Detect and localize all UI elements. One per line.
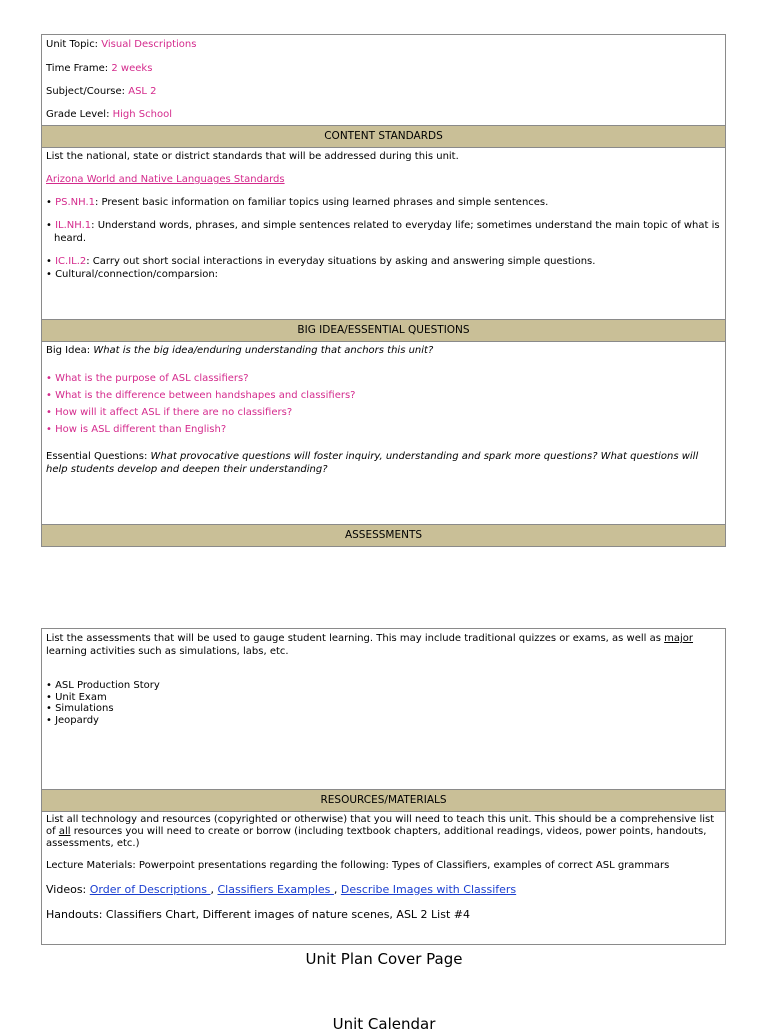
big-idea-section	[42, 342, 725, 524]
grade-level-row: Grade Level: High School	[46, 109, 172, 120]
resources-section	[42, 812, 725, 921]
resources-header: RESOURCES/MATERIALS	[42, 789, 725, 812]
assessment-item: • Jeopardy	[46, 714, 99, 726]
grade-level-value: High School	[112, 109, 172, 120]
content-standards-intro: List the national, state or district standards that will be addressed during this unit.	[46, 151, 459, 162]
question-item: • What is the purpose of ASL classifiers?	[46, 373, 249, 384]
unit-topic-value: Visual Descriptions	[101, 39, 197, 50]
unit-plan-table-top	[41, 34, 726, 547]
question-item: • What is the difference between handshapes and classifiers?	[46, 390, 356, 401]
standard-item: • IL.NH.1: Understand words, phrases, and simple sentences related to everyday life; sometimes understand the main topic of what is heard.	[46, 220, 720, 244]
question-item: • How is ASL different than English?	[46, 424, 227, 435]
subject-row: Subject/Course: ASL 2	[46, 86, 157, 97]
unit-topic-row: Unit Topic: Visual Descriptions	[46, 39, 197, 50]
subject-value: ASL 2	[128, 86, 157, 97]
standards-link[interactable]: Arizona World and Native Languages Standards	[46, 174, 285, 185]
assessment-item: • Simulations	[46, 703, 114, 714]
assessment-item: • ASL Production Story	[46, 680, 160, 691]
assessments-section	[42, 629, 725, 789]
unit-plan-table-bottom	[41, 628, 726, 945]
lecture-materials: Lecture Materials: Powerpoint presentations regarding the following: Types of Classifiers, examples of correct ASL grammars	[46, 860, 670, 871]
big-idea-header: BIG IDEA/ESSENTIAL QUESTIONS	[42, 319, 725, 342]
content-standards-section	[42, 148, 725, 319]
assessments-header: ASSESSMENTS	[42, 524, 725, 546]
assessment-item: • Unit Exam	[46, 691, 107, 703]
videos-row: Videos: Order of Descriptions , Classifiers Examples , Describe Images with Classifers	[46, 883, 517, 896]
assessments-intro: List the assessments that will be used to gauge student learning. This may include traditional quizzes or exams, as well as major learning activities such as simulations, labs, etc.	[46, 633, 694, 657]
video-link-describe[interactable]: Describe Images with Classifers	[340, 883, 517, 896]
essential-questions-prompt: Essential Questions: What provocative questions will foster inquiry, understanding and spark more questions? What questions will help students develop and deepen their understanding?	[46, 451, 699, 475]
handouts-row: Handouts: Classifiers Chart, Different images of nature scenes, ASL 2 List #4	[46, 908, 470, 921]
standard-item: • IC.IL.2: Carry out short social interactions in everyday situations by asking and answering simple questions.	[46, 256, 596, 267]
page-title: Unit Plan Cover Page	[305, 950, 463, 968]
video-link-order[interactable]: Order of Descriptions	[89, 883, 211, 896]
time-frame-value: 2 weeks	[111, 63, 153, 74]
resources-intro: List all technology and resources (copyrighted or otherwise) that you will need to teach this unit. This should be a comprehensive list of all resources you will need to create or borrow (including textbook chapters, additional readings, videos, power points, handouts, assessments, etc.)	[46, 814, 715, 849]
time-frame-row: Time Frame: 2 weeks	[46, 63, 153, 74]
next-page-title: Unit Calendar	[332, 1015, 436, 1033]
content-standards-header: CONTENT STANDARDS	[42, 125, 725, 148]
unit-info-section	[42, 35, 725, 125]
standard-item: • PS.NH.1: Present basic information on familiar topics using learned phrases and simple sentences.	[46, 197, 549, 208]
question-item: • How will it affect ASL if there are no classifiers?	[46, 407, 293, 418]
big-idea-prompt: Big Idea: What is the big idea/enduring understanding that anchors this unit?	[46, 345, 434, 356]
cultural-item: • Cultural/connection/comparsion:	[46, 269, 219, 280]
video-link-classifiers[interactable]: Classifiers Examples	[217, 883, 334, 896]
